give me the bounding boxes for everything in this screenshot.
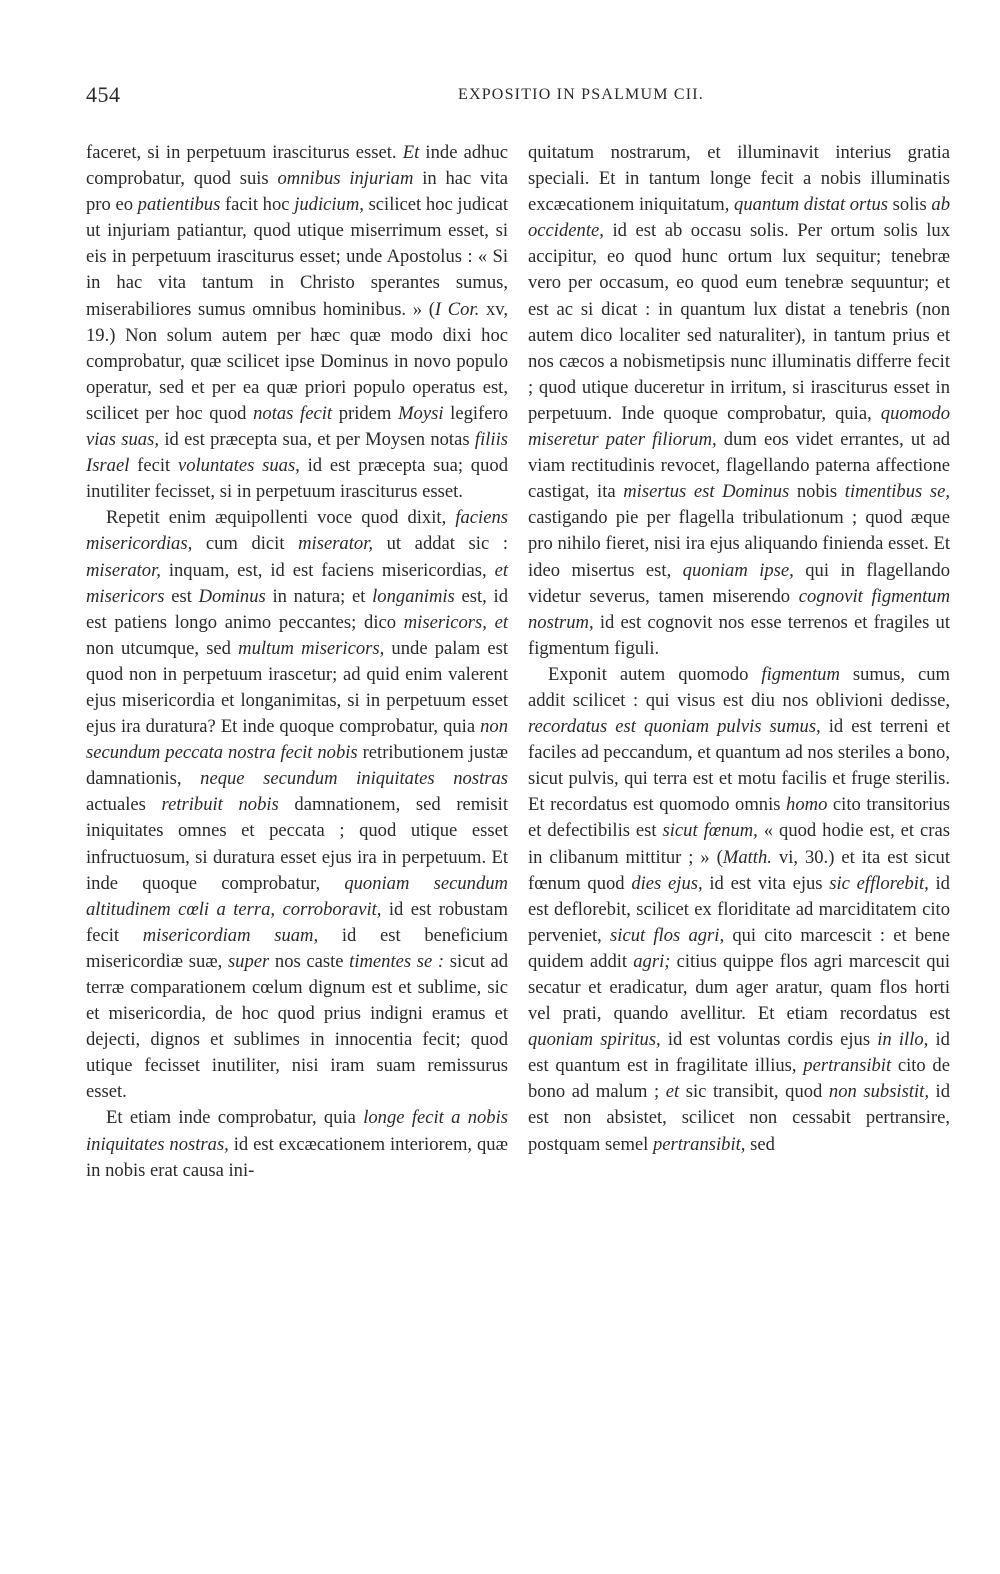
text-run: nobis [789, 481, 845, 503]
italic-quotation: cognovit figmentum nostrum, [528, 585, 951, 633]
text-run: dum eos videt errantes, ut ad viam rectitudinis revocet, flagellando paterna affectione castigat, ita [528, 429, 950, 503]
italic-quotation: longe fecit a nobis iniquitates nostras, [86, 1107, 508, 1155]
text-run: id est voluntas cordis ejus [660, 1029, 878, 1051]
text-run: « quod hodie est, et cras in clibanum mittitur ; » ( [528, 820, 950, 868]
text-run: id est beneficium misericordiæ suæ, [86, 924, 508, 972]
italic-quotation: sicut flos agri, [610, 924, 725, 946]
italic-quotation: voluntates suas, [177, 455, 300, 477]
text-run: quitatum nostrarum, et illuminavit interius gratia speciali. Et in tantum longe fecit a nobis illuminatis excæcationem iniquitatum, [528, 142, 950, 216]
text-run: qui in flagellando videtur severus, tamen miserendo [528, 559, 950, 607]
text-run: in hac vita pro eo [86, 168, 508, 216]
italic-quotation: misericordiam suam, [142, 924, 319, 946]
text-run: retributionem justæ damnationis, [86, 742, 508, 790]
text-run: non utcumque, sed [86, 637, 239, 659]
text-run: Exponit autem quomodo [548, 663, 762, 685]
text-run: fecit [129, 455, 178, 477]
italic-quotation: miserator, [86, 559, 161, 581]
italic-quotation: Moysi [398, 402, 444, 424]
text-run: Et etiam inde comprobatur, quia [106, 1107, 364, 1129]
italic-quotation: omnibus injuriam [277, 168, 414, 190]
paragraph [86, 505, 508, 1105]
text-run: xv, 19.) Non solum autem per hæc quæ modo dixi hoc comprobatur, quæ scilicet ipse Dominus in novo populo operatur, sed et per ea quæ priori populo operatus est, scilicet per hoc quod [86, 298, 508, 424]
italic-quotation: I Cor. [434, 298, 480, 320]
text-run: solis [888, 194, 932, 216]
text-run: legifero [443, 402, 508, 424]
italic-quotation: pertransibit [803, 1055, 892, 1077]
text-run: castigando pie per flagella tribulationum ; quod æque pro nihilo fieret, nisi ira ejus aliquando finienda esset. Et ideo misertus est, [528, 507, 950, 581]
text-run: est [164, 585, 199, 607]
italic-quotation: judicium, [294, 194, 364, 216]
text-run: id est excæcationem interiorem, quæ in nobis erat causa ini- [86, 1133, 508, 1181]
text-run: sumus, cum addit scilicet : qui visus est diu nos oblivioni dedisse, [528, 663, 950, 711]
text-run: damnationem, sed remisit iniquitates omnes et peccata ; quod utique esset infructuosum, si duratura esset ejus ira in perpetuum. Et inde quoque comprobatur, [86, 794, 508, 894]
text-run: cito de bono ad malum ; [528, 1055, 950, 1103]
text-run: sic transibit, quod [679, 1081, 829, 1103]
text-run: id est robustam fecit [86, 898, 508, 946]
text-run: id est terreni et faciles ad peccandum, et quantum ad nos steriles a bono, sicut pulvis, qui terra est et motu facilis et fruge sterilis. Et recordatus est quomodo omnis [528, 716, 950, 816]
paragraph [86, 1105, 508, 1183]
text-run: est, id est patiens longo animo peccantes; dico [86, 585, 508, 633]
italic-quotation: in illo, [877, 1029, 929, 1051]
italic-quotation: notas fecit [253, 402, 333, 424]
text-run: nos caste [269, 950, 350, 972]
text-run: citius quippe flos agri marcescit qui secatur et eradicatur, dum ager aratur, quam flos horti vel prati, quando avellitur. Et etiam recordatus est [528, 950, 950, 1025]
text-run: id est præcepta sua; quod inutiliter fecisset, si in perpetuum irasciturus esset. [86, 455, 508, 503]
text-run: id est non absistet, scilicet non cessabit pertransire, postquam semel [528, 1081, 951, 1155]
italic-quotation: quoniam ipse, [682, 559, 794, 581]
italic-quotation: sicut fœnum, [662, 820, 758, 842]
italic-quotation: Et [402, 142, 420, 163]
italic-quotation: misericors, et [403, 611, 508, 633]
italic-quotation: Matth. [722, 846, 772, 868]
italic-quotation: ab occidente, [528, 194, 951, 242]
right-text-column [528, 140, 950, 1158]
text-run: vi, 30.) et ita est sicut fœnum quod [528, 846, 950, 894]
italic-quotation: multum misericors, [238, 637, 385, 659]
italic-quotation: dies ejus, [631, 872, 703, 894]
italic-quotation: longanimis [372, 585, 455, 607]
italic-quotation: quoniam secundum altitudinem cœli a terra, corroboravit, [86, 872, 508, 920]
page-number: 454 [86, 82, 121, 107]
italic-quotation: agri; [633, 950, 671, 972]
page-header [86, 82, 948, 112]
text-run: id est præcepta sua, et per Moysen notas [159, 429, 475, 451]
text-run: sicut ad terræ comparationem cœlum dignum est et sublime, sic et misericordia, de hoc quod prius indigni eramus et dejecti, dignos et sublimes in innocentia fecit; quod utique fecisset inutiliter, nisi iram suam remissurus esset. [86, 950, 509, 1103]
italic-quotation: timentes se : [349, 950, 445, 972]
text-run: id est quantum est in fragilitate illius, [528, 1029, 950, 1077]
italic-quotation: non subsistit, [828, 1081, 929, 1103]
text-run: unde palam est quod non in perpetuum irascetur; ad quid enim valerent ejus misericordia et longanimitas, si in perpetuum esset ejus ira duratura? Et inde quoque comprobatur, quia [86, 637, 508, 738]
paragraph [86, 140, 508, 505]
italic-quotation: miserator, [298, 533, 374, 555]
text-run: Repetit enim æquipollenti voce quod dixit, [106, 507, 456, 529]
italic-quotation: retribuit nobis [161, 794, 279, 816]
left-text-column [86, 140, 508, 1184]
italic-quotation: misertus est Dominus [623, 481, 790, 503]
italic-quotation: homo [786, 794, 828, 816]
italic-quotation: sic efflorebit, [829, 872, 929, 894]
text-run: inquam, est, id est faciens misericordias, [160, 559, 495, 581]
running-title: EXPOSITIO IN PSALMUM CII. [457, 86, 704, 103]
text-run: id est ab occasu solis. Per ortum solis lux accipitur, eo quod hunc ortum lux sequitur; tenebræ vero per occasum, eo quod eum tenebræ sequuntur; et est ac si dicat : in quantum lux distat a tenebris (non autem dico localiter sed naturaliter), in tantum prius et nos cæcos a nobismetipsis nunc illuminatis differre fecit ; quod utique duceretur in irritum, si irasciturus esset in perpetuum. Inde quoque comprobatur, quia, [528, 220, 950, 424]
paragraph [528, 662, 950, 1158]
italic-quotation: quantum distat ortus [734, 194, 888, 216]
italic-quotation: quomodo miseretur pater filiorum, [528, 402, 950, 451]
italic-quotation: non secundum peccata nostra fecit nobis [86, 716, 508, 764]
italic-quotation: vias suas, [86, 429, 159, 451]
italic-quotation: Dominus [198, 585, 266, 607]
paragraph [528, 140, 950, 662]
text-run: inde adhuc comprobatur, quod suis [86, 142, 508, 190]
italic-quotation: figmentum [761, 663, 840, 685]
text-run: id est deflorebit, scilicet ex floriditate ad marciditatem cito perveniet, [528, 872, 950, 946]
italic-quotation: recordatus est quoniam pulvis sumus, [528, 716, 821, 738]
text-run: scilicet hoc judicat ut injuriam patiantur, quod utique miserrimum esset, si eis in perpetuum irasciturus esset; unde Apostolus : « Si in hac vita tantum in Christo sperantes sumus, miserabiliores sumus omnibus hominibus. » ( [86, 194, 508, 320]
text-run: pridem [332, 402, 399, 424]
text-run: id est vita ejus [702, 872, 830, 894]
text-run: in natura; et [265, 585, 373, 607]
italic-quotation: faciens misericordias, [86, 507, 508, 555]
italic-quotation: quoniam spiritus, [528, 1029, 661, 1051]
italic-quotation: patientibus [137, 194, 221, 216]
text-run: ut addat sic : [373, 533, 508, 555]
italic-quotation: pertransibit, [652, 1133, 746, 1155]
text-run: actuales [86, 794, 162, 816]
italic-quotation: et [665, 1081, 680, 1103]
italic-quotation: timentibus se, [844, 481, 950, 503]
text-run: sed [745, 1133, 775, 1155]
text-run: cum dicit [192, 533, 299, 555]
text-run: id est cognovit nos esse terrenos et fragiles ut figmentum figuli. [528, 611, 950, 659]
text-run: facit hoc [220, 194, 295, 216]
text-run: qui cito marcescit : et bene quidem addit [528, 924, 950, 972]
italic-quotation: et misericors [86, 559, 508, 607]
text-run: cito transitorius et defectibilis est [528, 794, 951, 842]
italic-quotation: super [227, 950, 270, 972]
italic-quotation: neque secundum iniquitates nostras [200, 768, 509, 790]
italic-quotation: filiis Israel [86, 429, 508, 477]
text-run: faceret, si in perpetuum irasciturus esset. [86, 142, 403, 163]
